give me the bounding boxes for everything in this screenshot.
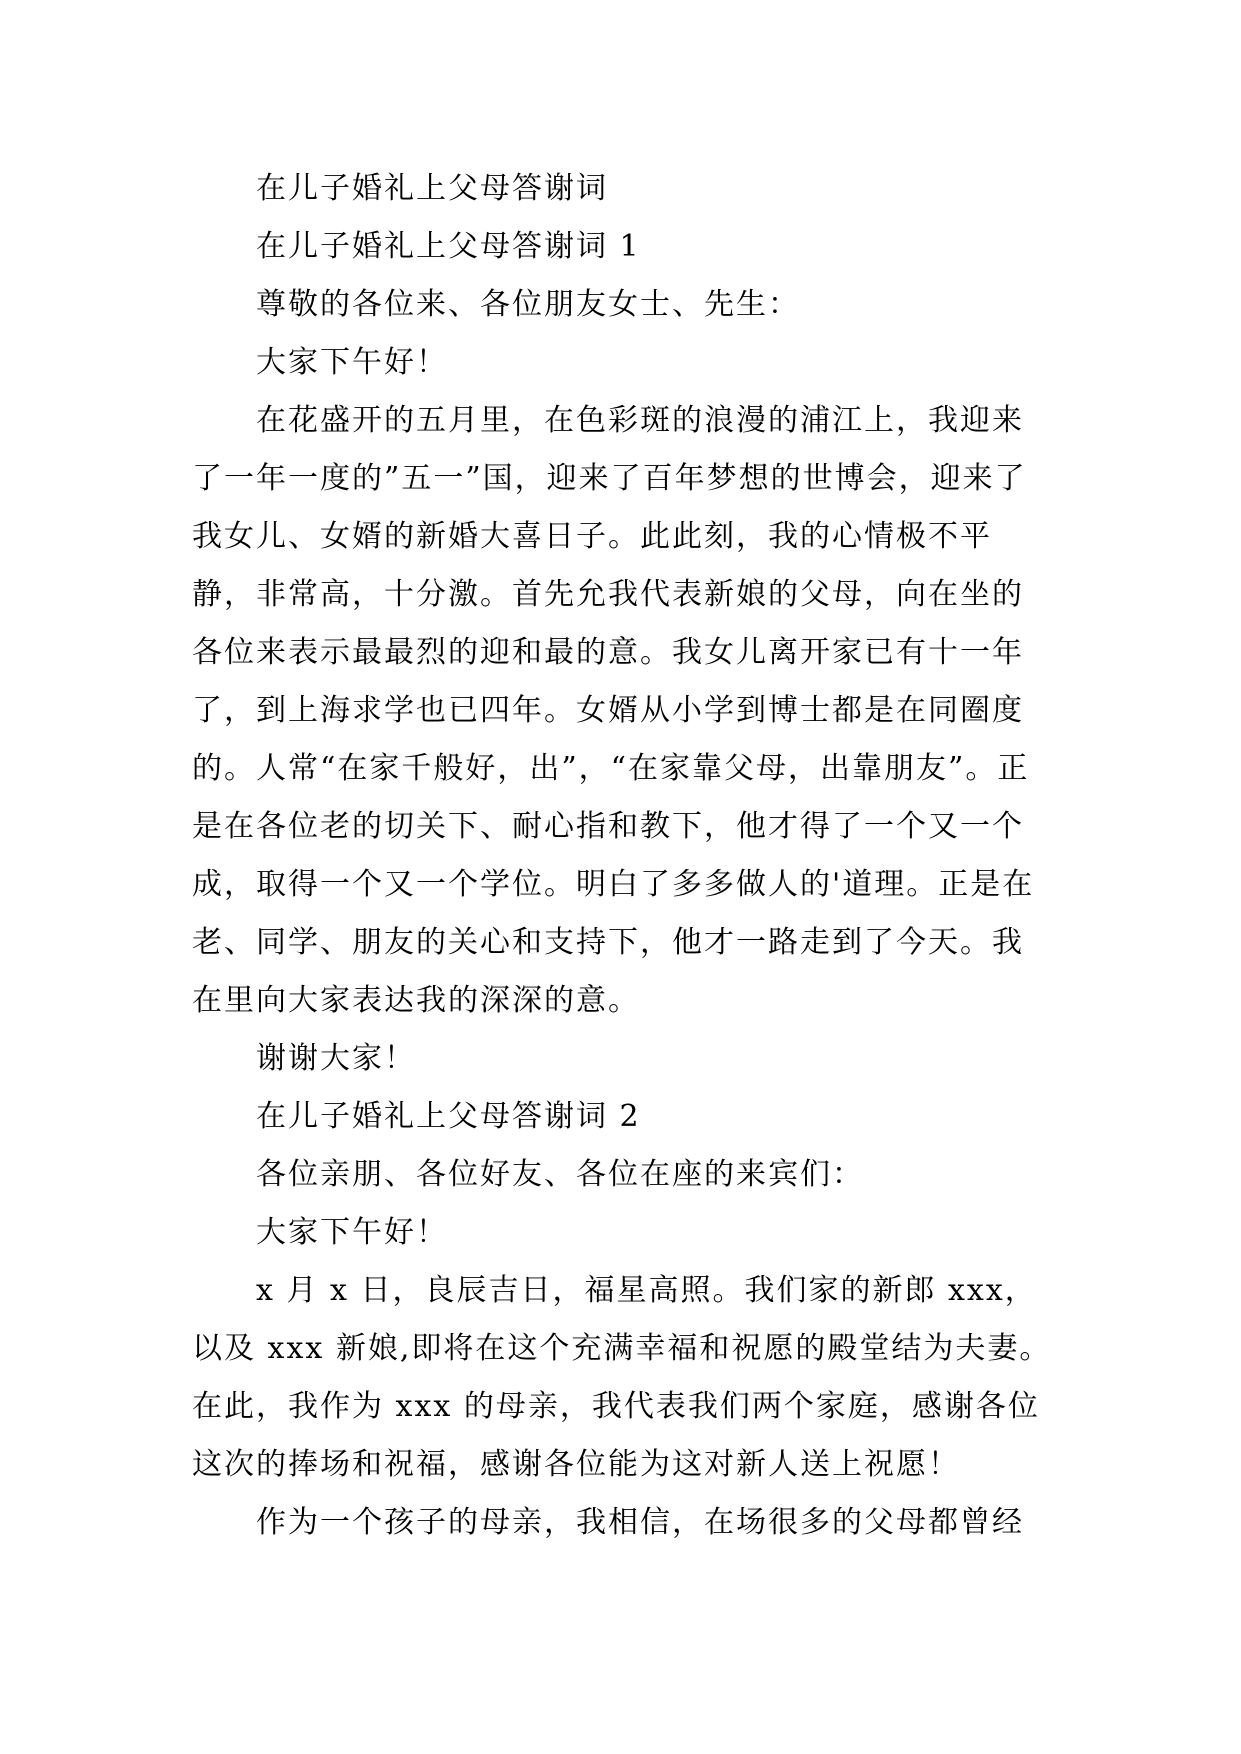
salutation: 各位亲朋、各位好友、各位在座的来宾们： (256, 1157, 864, 1192)
document-title: 在儿子婚礼上父母答谢词 (256, 171, 608, 206)
section-heading-1: 在儿子婚礼上父母答谢词 1 (256, 229, 641, 264)
closing-thanks: 谢谢大家！ (256, 1041, 416, 1076)
body-paragraph: 作为一个孩子的母亲，我相信，在场很多的父母都曾经 (256, 1505, 1024, 1540)
section-heading-2: 在儿子婚礼上父母答谢词 2 (256, 1099, 641, 1134)
greeting: 大家下午好！ (256, 345, 448, 380)
body-paragraph: x 月 x 日，良辰吉日，福星高照。我们家的新郎 xxx，以及 xxx 新娘,即将在这个充满幸福和祝愿的殿堂结为夫妻。在此，我作为 xxx 的母亲，我代表我们两个家庭，感谢各位这次的捧场和祝福，感谢各位能为这对新人送上祝愿！ (192, 1273, 1052, 1482)
document-page (192, 160, 1052, 1552)
greeting: 大家下午好！ (256, 1215, 448, 1250)
body-paragraph: 在花盛开的五月里，在色彩斑的浪漫的浦江上，我迎来了一年一度的”五一”国，迎来了百年梦想的世博会，迎来了我女儿、女婿的新婚大喜日子。此此刻，我的心情极不平静，非常高，十分激。首先允我代表新娘的父母，向在坐的各位来表示最最烈的迎和最的意。我女儿离开家已有十一年了，到上海求学也已四年。女婿从小学到博士都是在同圈度的。人常“在家千般好，出”，“在家靠父母，出靠朋友”。正是在各位老的切关下、耐心指和教下，他才得了一个又一个成，取得一个又一个学位。明白了多多做人的'道理。正是在老、同学、朋友的关心和支持下，他才一路走到了今天。我在里向大家表达我的深深的意。 (192, 403, 1035, 1018)
salutation: 尊敬的各位来、各位朋友女士、先生： (256, 287, 800, 322)
